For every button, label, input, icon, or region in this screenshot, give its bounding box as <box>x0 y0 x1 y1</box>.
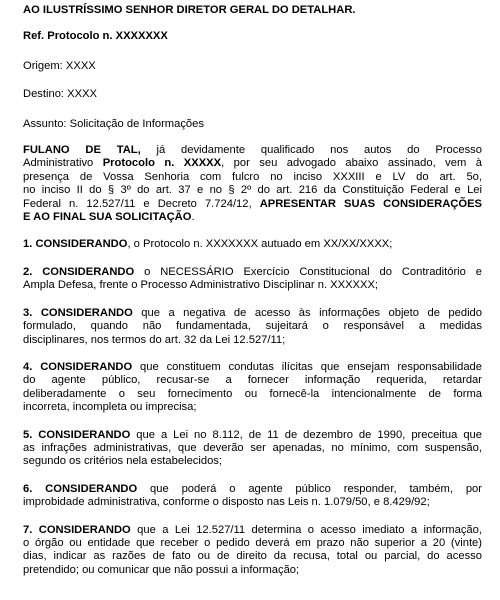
text-segment: deliberadamente o seu fornecimento ou fornecê-la intencionalmente de forma <box>23 387 482 400</box>
intro-line <box>23 171 482 184</box>
destination-field: Destino: XXXX <box>23 88 97 101</box>
text-segment: , o Protocolo n. XXXXXXX autuado em XX/XX/XXXX; <box>127 238 393 251</box>
consideration-line <box>23 442 482 455</box>
bold-text: 7. CONSIDERANDO <box>23 523 131 536</box>
bold-text: 4. CONSIDERANDO <box>23 360 133 373</box>
text-segment: disciplinares, nos termos do art. 32 da Lei 12.527/11; <box>23 333 286 346</box>
consideration-line <box>23 455 482 468</box>
text-segment: improbidade administrativa, conforme o disposto nas Leis n. 1.079/50, e 8.429/92; <box>23 496 430 509</box>
bold-text: 2. CONSIDERANDO <box>23 265 135 278</box>
consideration-item <box>23 361 482 415</box>
text-segment: . <box>191 211 195 224</box>
considerations-list <box>23 238 482 577</box>
intro-line <box>23 184 482 197</box>
consideration-line <box>23 279 482 292</box>
consideration-item <box>23 524 482 578</box>
text-segment: pretendido; ou comunicar que não possui a informação; <box>23 563 300 576</box>
consideration-item <box>23 483 482 510</box>
bold-text: 5. CONSIDERANDO <box>23 428 131 441</box>
consideration-line <box>23 564 482 577</box>
intro-line <box>23 211 482 224</box>
consideration-line <box>23 483 482 496</box>
consideration-line <box>23 550 482 563</box>
text-segment: que constituem condutas ilícitas que ensejam responsabilidade <box>132 360 482 373</box>
consideration-line <box>23 496 482 509</box>
consideration-line <box>23 320 482 333</box>
consideration-item <box>23 266 482 293</box>
bold-text: FULANO DE TAL, <box>23 144 157 157</box>
bold-text: 3. CONSIDERANDO <box>23 306 133 319</box>
text-segment: Ampla Defesa, frente o Processo Administrativo Disciplinar n. XXXXXX; <box>23 279 379 292</box>
text-segment: que a Lei 12.527/11 determina o acesso imediato a informação, <box>130 523 482 536</box>
bold-text: 6. CONSIDERANDO <box>23 482 138 495</box>
intro-line <box>23 157 482 170</box>
consideration-line <box>23 524 482 537</box>
text-segment: , por seu advogado abaixo assinado, vem à <box>221 157 482 170</box>
text-segment: as infrações administrativas, que deverão ser apenadas, no mínimo, com suspensão, <box>23 441 482 454</box>
text-segment: formulado, quando não fundamentada, sujeitará o responsável a medidas <box>23 320 482 333</box>
text-segment: do agente público, recusar-se a fornecer informação requerida, retardar <box>23 374 482 387</box>
intro-line <box>23 198 482 211</box>
consideration-line <box>23 388 482 401</box>
text-segment: que a Lei no 8.112, de 11 de dezembro de 1990, preceitua que <box>130 428 482 441</box>
consideration-item <box>23 429 482 469</box>
consideration-item <box>23 238 482 251</box>
text-segment: o órgão ou entidade que receber o pedido deverá em prazo não superior a 20 (vinte) <box>23 536 482 549</box>
text-segment: que poderá o agente público responder, também, por <box>137 482 482 495</box>
consideration-line <box>23 537 482 550</box>
text-segment: o NECESSÁRIO Exercício Constitucional do Contraditório e <box>134 265 482 278</box>
text-segment: que a negativa de acesso às informações objeto de pedido <box>132 306 482 319</box>
consideration-item <box>23 307 482 347</box>
text-segment: incorreta, incompleta ou imprecisa; <box>23 401 197 414</box>
bold-text: 1. CONSIDERANDO <box>23 238 128 251</box>
text-segment: segundo os critérios nela estabelecidos; <box>23 455 223 468</box>
bold-text: E AO FINAL SUA SOLICITAÇÃO <box>23 211 192 224</box>
subject-field: Assunto: Solicitação de Informações <box>23 117 204 130</box>
consideration-line <box>23 401 482 414</box>
text-segment: no inciso II do § 3º do art. 37 e no § 2º do art. 216 da Constituição Federal e Lei <box>23 184 482 197</box>
protocol-reference: Ref. Protocolo n. XXXXXXX <box>23 30 168 43</box>
text-segment: já devidamente qualificado nos autos do Processo <box>156 144 482 157</box>
consideration-line <box>23 334 482 347</box>
consideration-line <box>23 429 482 442</box>
consideration-line <box>23 361 482 374</box>
consideration-line <box>23 266 482 279</box>
text-segment: Federal n. 12.527/11 e Decreto 7.724/12, <box>23 197 260 210</box>
consideration-line <box>23 374 482 387</box>
consideration-line <box>23 238 482 251</box>
bold-text: APRESENTAR SUAS CONSIDERAÇÕES <box>259 197 482 210</box>
consideration-line <box>23 307 482 320</box>
addressee-heading: AO ILUSTRÍSSIMO SENHOR DIRETOR GERAL DO DETALHAR. <box>23 4 356 16</box>
bold-text: Protocolo n. XXXXX <box>102 157 222 170</box>
text-segment: presença de Vossa Senhoria com fulcro no inciso XXXIII e LV do art. 5o, <box>23 170 482 183</box>
intro-line <box>23 144 482 157</box>
origin-field: Origem: XXXX <box>23 59 96 72</box>
text-segment: Administrativo <box>23 157 103 170</box>
intro-paragraph <box>23 144 482 224</box>
text-segment: dias, indicar as razões de fato ou de direito da recusa, total ou parcial, do acesso <box>23 550 482 563</box>
